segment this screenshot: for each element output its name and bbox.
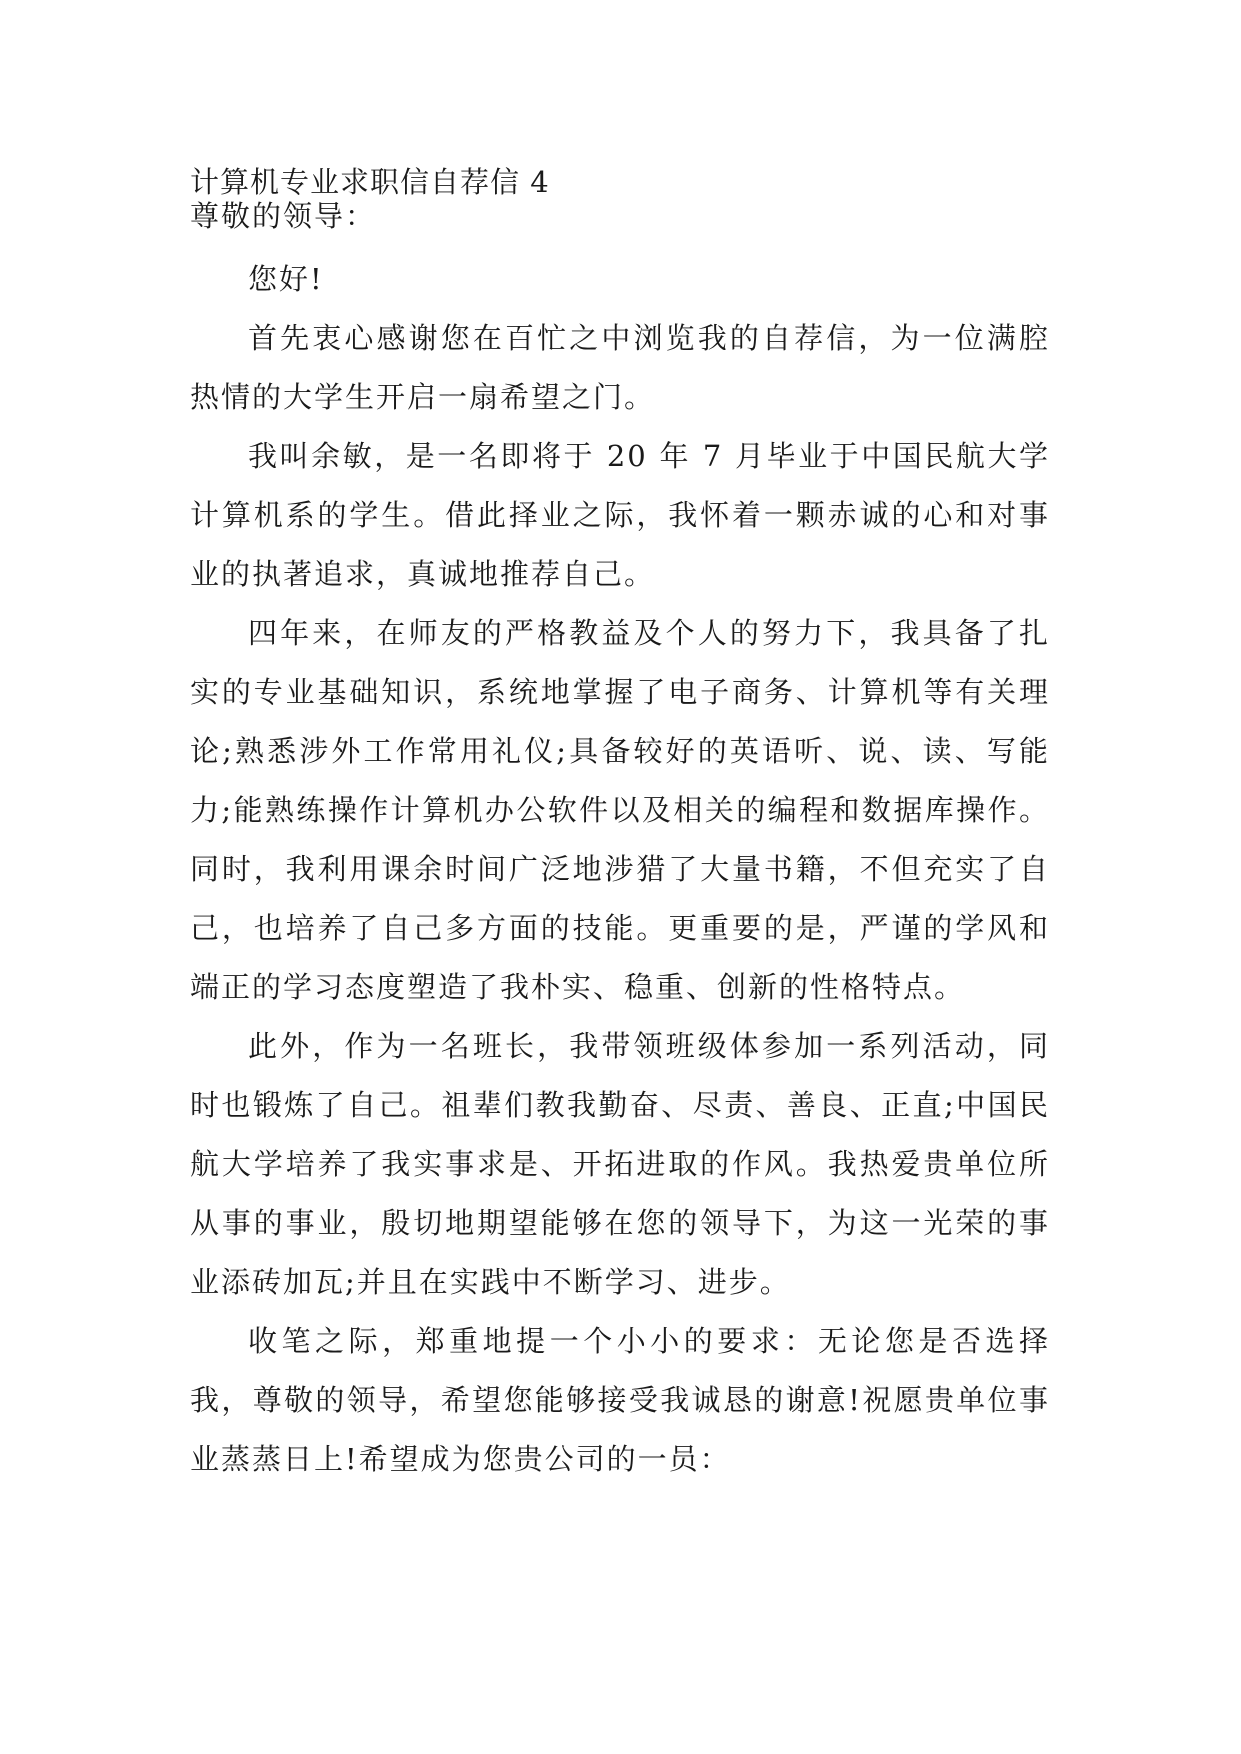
letter-body bbox=[190, 250, 1050, 1489]
paragraph-introduction: 我叫余敏，是一名即将于 20 年 7 月毕业于中国民航大学计算机系的学生。借此择业之际，我怀着一颗赤诚的心和对事业的执著追求，真诚地推荐自己。 bbox=[190, 439, 1050, 591]
salutation: 尊敬的领导： bbox=[190, 199, 377, 233]
paragraph-thanks: 首先衷心感谢您在百忙之中浏览我的自荐信，为一位满腔热情的大学生开启一扇希望之门。 bbox=[190, 321, 1050, 414]
document-title: 计算机专业求职信自荐信 4 bbox=[190, 165, 550, 199]
paragraph-closing: 收笔之际，郑重地提一个小小的要求：无论您是否选择我，尊敬的领导，希望您能够接受我诚恳的谢意!祝愿贵单位事业蒸蒸日上!希望成为您贵公司的一员： bbox=[190, 1324, 1050, 1476]
paragraph-greeting: 您好! bbox=[248, 262, 324, 296]
paragraph-skills: 四年来，在师友的严格教益及个人的努力下，我具备了扎实的专业基础知识，系统地掌握了电子商务、计算机等有关理论;熟悉涉外工作常用礼仪;具备较好的英语听、说、读、写能力;能熟练操作计算机办公软件以及相关的编程和数据库操作。同时，我利用课余时间广泛地涉猎了大量书籍，不但充实了自己，也培养了自己多方面的技能。更重要的是，严谨的学风和端正的学习态度塑造了我朴实、稳重、创新的性格特点。 bbox=[190, 616, 1050, 1004]
paragraph-experience: 此外，作为一名班长，我带领班级体参加一系列活动，同时也锻炼了自己。祖辈们教我勤奋、尽责、善良、正直;中国民航大学培养了我实事求是、开拓进取的作风。我热爱贵单位所从事的事业，殷切地期望能够在您的领导下，为这一光荣的事业添砖加瓦;并且在实践中不断学习、进步。 bbox=[190, 1029, 1050, 1299]
